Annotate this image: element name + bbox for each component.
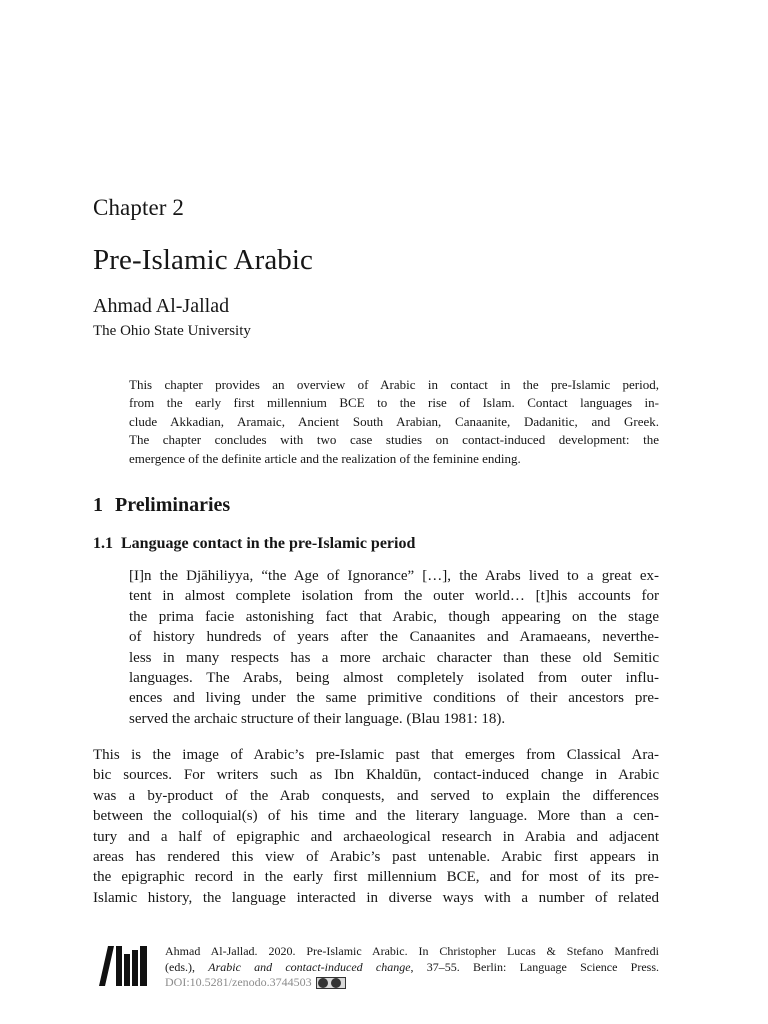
subsection-title: Language contact in the pre-Islamic period bbox=[121, 535, 416, 552]
language-science-press-logo-icon bbox=[99, 942, 151, 986]
chapter-label: Chapter 2 bbox=[93, 195, 184, 220]
citation-line-3 bbox=[165, 975, 659, 991]
body-line: tury and a half of epigraphic and archaeological research in Arabia and adjacent bbox=[93, 828, 659, 845]
doi-link[interactable]: DOI:10.5281/zenodo.3744503 bbox=[165, 975, 312, 989]
quote-line: of history hundreds of years after the Canaanites and Aramaeans, neverthe- bbox=[129, 629, 659, 646]
cc-by-badge-icon bbox=[316, 977, 346, 989]
body-line: the epigraphic record in the early first millennium BCE, and for most of its pre- bbox=[93, 869, 659, 886]
quote-line: ences and living under the same primitive conditions of their ancestors pre- bbox=[129, 690, 659, 707]
quote-line: less in many respects has a more archaic character than these old Semitic bbox=[129, 649, 659, 666]
citation-line-1: Ahmad Al-Jallad. 2020. Pre-Islamic Arabic. In Christopher Lucas & Stefano Manfredi bbox=[165, 944, 659, 958]
author-name: Ahmad Al-Jallad bbox=[93, 295, 230, 317]
quote-line: tent in almost complete isolation from the outer world… [t]his accounts for bbox=[129, 588, 659, 605]
quote-line: served the archaic structure of their language. (Blau 1981: 18). bbox=[129, 710, 506, 727]
section-number: 1 bbox=[93, 494, 103, 516]
block-quote bbox=[129, 566, 659, 729]
body-line: between the colloquial(s) of his time and the literary language. More than a cen- bbox=[93, 808, 659, 825]
abstract-line: emergence of the definite article and the realization of the feminine ending. bbox=[129, 450, 521, 466]
quote-line: the prima facie astonishing fact that Arabic, though appearing on the stage bbox=[129, 608, 659, 625]
author-affiliation: The Ohio State University bbox=[93, 323, 251, 339]
body-line: bic sources. For writers such as Ibn Khaldūn, contact-induced change in Arabic bbox=[93, 767, 659, 784]
quote-line: [I]n the Djāhiliyya, “the Age of Ignorance” […], the Arabs lived to a great ex- bbox=[129, 568, 659, 584]
abstract bbox=[129, 376, 659, 468]
body-line: Islamic history, the language interacted in diverse ways with a number of related bbox=[93, 889, 659, 906]
citation-pages-publisher: , 37–55. Berlin: Language Science Press. bbox=[410, 959, 659, 974]
abstract-line: This chapter provides an overview of Arabic in contact in the pre-Islamic period, bbox=[129, 377, 659, 392]
abstract-line: from the early first millennium BCE to the rise of Islam. Contact languages in- bbox=[129, 395, 659, 411]
citation-line-2 bbox=[165, 960, 659, 976]
book-title: Arabic and contact-induced change bbox=[208, 959, 411, 974]
quote-line: languages. The Arabs, being almost completely isolated from outer influ- bbox=[129, 670, 659, 687]
abstract-line: The chapter concludes with two case studies on contact-induced development: the bbox=[129, 432, 659, 448]
abstract-line: clude Akkadian, Aramaic, Ancient South Arabian, Canaanite, Dadanitic, and Greek. bbox=[129, 413, 659, 429]
section-heading bbox=[93, 494, 230, 517]
body-paragraph bbox=[93, 745, 659, 908]
citation-eds: (eds.), bbox=[165, 959, 209, 974]
body-line: was a by-product of the Arab conquests, and served to explain the differences bbox=[93, 787, 659, 804]
chapter-title: Pre-Islamic Arabic bbox=[93, 244, 314, 276]
subsection-number: 1.1 bbox=[93, 535, 113, 552]
body-line: areas has rendered this view of Arabic’s past untenable. Arabic first appears in bbox=[93, 849, 659, 866]
section-title: Preliminaries bbox=[115, 494, 231, 516]
subsection-heading bbox=[93, 535, 415, 553]
citation-footer bbox=[165, 944, 659, 991]
body-line: This is the image of Arabic’s pre-Islamic past that emerges from Classical Ara- bbox=[93, 747, 659, 763]
